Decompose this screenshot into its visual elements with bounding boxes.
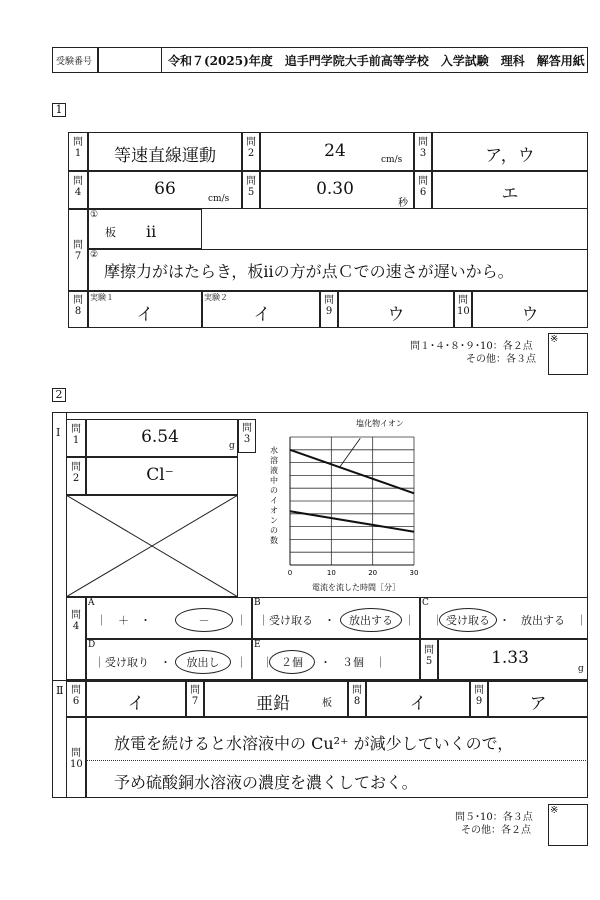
y-axis-label: 水溶液中のイオンの数 bbox=[270, 446, 278, 545]
s1-q8-label: 問 8 bbox=[73, 295, 83, 317]
s2-q4-A-text: ｜ ＋ ・ bbox=[96, 614, 151, 627]
exam-number-input[interactable] bbox=[98, 47, 162, 73]
s2-cross-lines bbox=[66, 495, 238, 597]
page-title: 令和７(2025)年度 追手門学院大手前高等学校 入学試験 理科 解答用紙 bbox=[168, 54, 585, 68]
s2-q6-answer: イ bbox=[127, 694, 145, 714]
s1-q7-sub2-marker: ② bbox=[90, 250, 99, 260]
s1-q5-answer: 0.30 bbox=[316, 179, 354, 199]
s1-q6-answer: エ bbox=[501, 184, 519, 204]
x-tick-label: 20 bbox=[368, 569, 378, 577]
s2-q4-A-end: ｜ bbox=[236, 614, 247, 627]
s1-points-line-1: 問１･４･８･９･10：各２点 bbox=[410, 341, 533, 352]
x-tick-label: 10 bbox=[326, 569, 336, 577]
s2-q2-label: 問 2 bbox=[71, 462, 81, 484]
s2-q4-B-tag: B bbox=[254, 598, 261, 608]
s2-q4-D-text: ｜受け取り ・ bbox=[94, 656, 171, 669]
s2-q6-label: 問 6 bbox=[71, 685, 81, 707]
s2-score-mark: ※ bbox=[550, 805, 559, 816]
s2-q9-label: 問 9 bbox=[474, 685, 484, 707]
s2-points-line-1: 問５･10：各３点 bbox=[455, 812, 533, 823]
ion-count-chart bbox=[256, 413, 436, 597]
s2-q7-suffix: 板 bbox=[322, 698, 332, 709]
s1-q4-answer: 66 bbox=[154, 179, 176, 199]
s2-q9-answer: ア bbox=[529, 694, 547, 714]
s2-q4-E-tag: E bbox=[254, 640, 261, 650]
s2-q4-A-tag: A bbox=[88, 598, 95, 608]
s1-q7-sub1-text: 板 bbox=[105, 226, 116, 239]
s2-q4-D-circled: 放出し bbox=[186, 656, 220, 669]
s2-points-line-2: その他：各２点 bbox=[461, 825, 531, 836]
s1-q1-label: 問 1 bbox=[73, 137, 83, 159]
s2-q5-answer: 1.33 bbox=[491, 648, 529, 668]
s1-q3-label: 問 3 bbox=[418, 137, 428, 159]
s1-q9-answer: ウ bbox=[387, 305, 405, 325]
s2-q10-dotted-rule bbox=[86, 760, 588, 761]
s1-q9-label: 問 9 bbox=[324, 295, 334, 317]
s2-q4-C-text: ・ 放出する ｜ bbox=[499, 614, 587, 627]
s2-q7-answer: 亜鉛 bbox=[256, 694, 290, 714]
s2-q4-C-start: ｜ bbox=[432, 614, 443, 627]
s1-q8-exp2-answer: イ bbox=[253, 305, 271, 325]
s2-q4-D-tag: D bbox=[88, 640, 96, 650]
s2-q4-C-circled: 受け取る bbox=[446, 614, 490, 627]
s2-q3-label: 問 3 bbox=[242, 423, 252, 445]
s1-q10-answer: ウ bbox=[521, 305, 539, 325]
series-line-2 bbox=[290, 511, 414, 531]
s2-q4-E-text: ・ ３個 ｜ bbox=[320, 656, 386, 669]
s1-q3-answer: ア，ウ bbox=[485, 146, 535, 166]
x-axis-label: 電流を流した時間［分］ bbox=[312, 583, 400, 592]
s2-q1-unit: g bbox=[229, 441, 235, 451]
s2-q4-label: 問 4 bbox=[71, 610, 81, 632]
s2-q4-E-start: ｜ bbox=[262, 656, 273, 669]
s2-part-2-marker: Ⅱ bbox=[56, 684, 64, 697]
s2-q4-B-end: ｜ bbox=[404, 614, 415, 627]
s1-q10-label: 問 10 bbox=[457, 295, 470, 317]
s2-q1-answer: 6.54 bbox=[141, 427, 179, 447]
s1-q7-sub2-answer: 摩擦力がはたらき，板ⅱの方が点Ｃでの速さが遅いから。 bbox=[104, 262, 514, 281]
s2-q10-label: 問 10 bbox=[70, 748, 83, 770]
s1-score-mark: ※ bbox=[550, 334, 559, 345]
s1-q7-sub1-answer: ⅱ bbox=[146, 222, 157, 241]
s2-q8-answer: イ bbox=[409, 694, 427, 714]
s1-q2-label: 問 2 bbox=[246, 137, 256, 159]
s1-q8-exp1-label: 実験１ bbox=[90, 293, 114, 302]
s1-q7-sub1-marker: ① bbox=[90, 210, 99, 220]
x-tick-label: 30 bbox=[409, 569, 419, 577]
s2-q4-B-circled: 放出する bbox=[349, 614, 393, 627]
s1-points-line-2: その他：各３点 bbox=[466, 354, 536, 365]
annotation-label: 塩化物イオン bbox=[356, 419, 404, 428]
s2-q4-C-tag: C bbox=[422, 598, 429, 608]
s1-q8-exp1-answer: イ bbox=[136, 305, 154, 325]
s1-q5-unit: 秒 bbox=[398, 198, 408, 209]
s2-q8-label: 問 8 bbox=[352, 685, 362, 707]
s2-part-1-marker: Ⅰ bbox=[56, 426, 61, 439]
s1-q4-label: 問 4 bbox=[73, 176, 83, 198]
s1-q2-unit: cm/s bbox=[381, 155, 403, 165]
s1-q6-label: 問 6 bbox=[418, 176, 428, 198]
section-1-number: 1 bbox=[52, 103, 66, 117]
s2-q10-line-1: 放電を続けると水溶液中の Cu²⁺ が減少していくので， bbox=[114, 734, 514, 753]
s1-q7-label: 問 7 bbox=[73, 240, 83, 262]
series-line-1 bbox=[290, 450, 414, 494]
s2-q10-line-2: 予め硫酸銅水溶液の濃度を濃くしておく。 bbox=[114, 773, 418, 792]
s2-q1-label: 問 1 bbox=[71, 424, 81, 446]
s2-q4-B-text: ｜受け取る ・ bbox=[258, 614, 335, 627]
section-2-number: 2 bbox=[52, 388, 66, 402]
s2-q7-label: 問 7 bbox=[190, 685, 200, 707]
x-tick-label: 0 bbox=[287, 569, 293, 577]
s2-q4-A-circled: － bbox=[198, 614, 210, 627]
s2-q4-D-end: ｜ bbox=[236, 656, 247, 669]
s1-q8-exp2-label: 実験２ bbox=[204, 293, 228, 302]
s1-q2-answer: 24 bbox=[324, 141, 346, 161]
s2-q5-label: 問 5 bbox=[424, 645, 434, 667]
s2-q5-unit: g bbox=[578, 664, 584, 674]
exam-number-label: 受験番号 bbox=[56, 57, 93, 67]
s1-q4-unit: cm/s bbox=[208, 194, 230, 204]
s1-q1-answer: 等速直線運動 bbox=[114, 146, 216, 166]
s2-q2-answer: Cl⁻ bbox=[146, 465, 174, 485]
s2-q4-E-circled: ２個 bbox=[281, 656, 303, 669]
s1-q5-label: 問 5 bbox=[246, 176, 256, 198]
